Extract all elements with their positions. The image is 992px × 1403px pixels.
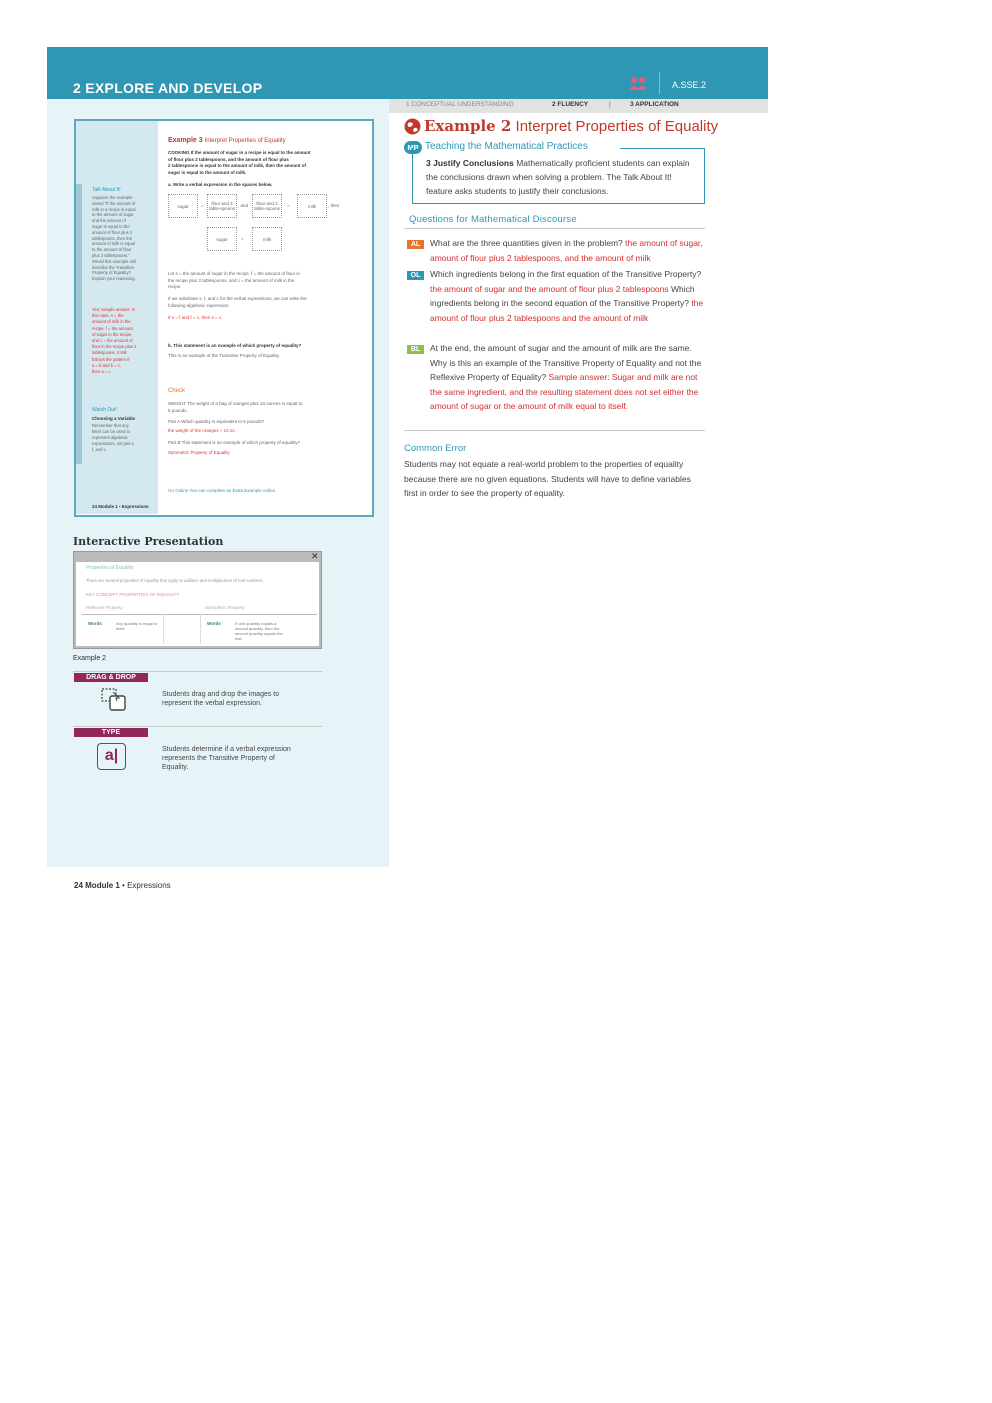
type-text-icon: a| (97, 743, 126, 770)
thumb-go-online: Go Online You can complete an Extra Example online. (168, 488, 277, 493)
common-error-title: Common Error (404, 443, 467, 454)
group-people-icon (628, 76, 648, 92)
thumb-check-part-a: Part A Which quantity is equivalent to 5 pounds? (168, 419, 265, 424)
ol-badge: OL (407, 271, 424, 280)
thumb-check-part-b-answer: Symmetric Property of Equality (168, 450, 230, 455)
thumb-box-milk: milk (297, 194, 327, 218)
thumbnail-sidebar-strip (76, 184, 82, 464)
type-tag: TYPE (74, 728, 148, 737)
thumb-check-part-a-answer: the weight of the oranges + 13 oz. (168, 428, 236, 433)
screen-line: There are several properties of equality that apply to addition and multiplication of real numbers. (86, 578, 264, 583)
thumb-op: = (241, 236, 244, 241)
standard-code: A.SSE.2 (672, 80, 707, 90)
thumb-op: = (287, 203, 290, 208)
drag-drop-icon (99, 686, 129, 714)
thumb-check: WEIGHT The weight of a bag of oranges plus 13 ounces is equal to 5 pounds. (168, 401, 303, 413)
section-title: 2 EXPLORE AND DEVELOP (73, 80, 263, 96)
thumb-box-sugar2: sugar (207, 227, 237, 251)
screen-col1: Reflexive Property (86, 605, 123, 610)
screen-words2-text: If one quantity equals a second quantity, then the second quantity equals the first. (235, 621, 283, 641)
thumb-check-title: Check (168, 388, 186, 394)
discourse-title: Questions for Mathematical Discourse (409, 214, 577, 225)
thumb-problem: COOKING If the amount of sugar in a recipe is equal to the amount of flour plus 2 tablespoons, and the amount of flour plus 2 tablespoons is equal to the amount of milk, then the amount of sugar is equal to the amount of milk. (168, 150, 311, 175)
thumb-subst: If we substitute s, f, and c for the verbal expressions, we can write the following algebraic expression: (168, 296, 307, 308)
thumb-example-heading: Example 3 Interpret Properties of Equality (168, 137, 286, 144)
strip-conceptual: 1 CONCEPTUAL UNDERSTANDING (406, 101, 514, 108)
thumb-check-part-b: Part B This statement is an example of which property of equality? (168, 440, 300, 445)
screen-concept: KEY CONCEPT PROPERTIES OF EQUALITY (86, 592, 180, 597)
globe-icon (404, 118, 421, 135)
mp-text: 3 Justify Conclusions Mathematically proficient students can explain the conclusions drawn when solving a problem. The Talk About It! feature asks students to justify their conclusions. (426, 158, 690, 196)
header-divider (659, 72, 660, 94)
screen-col-divider (163, 614, 164, 644)
tool-rule (73, 726, 322, 727)
mp-badge-icon: MP (404, 141, 422, 154)
thumb-box-sugar: sugar (168, 194, 198, 218)
thumb-watch-title: Watch Out! (92, 407, 117, 413)
thumb-watch-text: Remember that any letter can be used to represent algebraic expressions, not just s, f, and c. (92, 423, 135, 452)
strip-fluency: 2 FLUENCY (552, 101, 589, 108)
discourse-rule (404, 228, 705, 229)
screen-heading: Properties of Equality (86, 565, 134, 571)
thumb-op: , and (238, 203, 249, 208)
screen-words2: Words (207, 621, 221, 626)
thumb-talk-title: Talk About It! (92, 187, 121, 193)
thumb-box-flour1: flour and 2 table-spoons (207, 194, 237, 218)
common-error-text: Students may not equate a real-world problem to the properties of equality because there are no given equations. Students will have to define variables first in order to see the property of equality. (404, 459, 691, 498)
discourse-question-ol: Which ingredients belong in the first equation of the Transitive Property? the amount of sugar and the amount of flour plus 2 tablespoons Which ingredients belong in the second equation of the Transitive Property? the amount of flour plus 2 tablespoons and the amount of milk (430, 269, 704, 323)
page-footer: 24 Module 1 • Expressions (74, 881, 171, 890)
thumb-watch-sub: Choosing a Variable (92, 416, 136, 421)
discourse-rule-bottom (404, 430, 705, 431)
thumb-part-b-answer: This is an example of the Transitive Property of Equality. (168, 353, 280, 358)
screen-col-divider (200, 614, 201, 644)
thumb-part-b: b. This statement is an example of which property of equality? (168, 343, 302, 348)
mp-title: Teaching the Mathematical Practices (425, 141, 588, 152)
example-title: Example 2 Interpret Properties of Equality (424, 117, 719, 135)
thumb-page-footer: 24 Module 1 • Expressions (92, 504, 149, 509)
thumb-box-milk2: milk (252, 227, 282, 251)
thumb-talk-answer: Yes; sample answer: In this case, s = the amount of milk in the recipe, f = the amount of sugar in the recipe, and c = the amount of flour in the recipe plus 2 tablespoons. It still follows the pattern If a = b and b = c, then a = c. (92, 307, 137, 375)
screen-words1: Words (88, 621, 102, 626)
thumb-part-a: a. Write a verbal expression in the spaces below. (168, 182, 273, 187)
screen-words1-text: Any quantity is equal to itself. (116, 621, 158, 631)
thumb-op: = (201, 203, 204, 208)
thumb-talk-text: Suppose the example stated "If the amount of milk in a recipe is equal to the amount of sugar and the amount of sugar is equal to the amount of flour plus 2 tablespoons, then the amount of milk is equal to the amount of flour plus 2 tablespoons." Would this example still describe the Transitive Property of Equality? Explain your reasoning. (92, 195, 136, 282)
drag-drop-tag: DRAG & DROP (74, 673, 148, 682)
drag-drop-description: Students drag and drop the images to represent the verbal expression. (162, 691, 280, 707)
thumb-algebraic: If s = f and f = c, then s = c. (168, 315, 223, 320)
discourse-question-bl: At the end, the amount of sugar and the amount of milk are the same. Why is this an example of the Transitive Property of Equality and not the Reflexive Property of Equality? Sample answer: Sugar and milk are not the same ingredient, and the resulting statement does not set either the amount of sugar or the amount of milk equal to itself. (430, 343, 702, 411)
discourse-question-al: What are the three quantities given in the problem? the amount of sugar, amount of flour plus 2 tablespoons, and the amount of milk (430, 238, 703, 263)
thumb-op: , then (328, 203, 340, 208)
strip-application: 3 APPLICATION (630, 101, 679, 108)
screen-col2: Symmetric Property (205, 605, 245, 610)
thumb-box-flour2: flour and 2 table-spoons (252, 194, 282, 218)
type-description: Students determine if a verbal expression represents the Transitive Property of Equality. (162, 746, 291, 771)
presentation-caption: Example 2 (73, 655, 107, 662)
interactive-presentation-title: Interactive Presentation (73, 535, 224, 548)
tool-rule (73, 671, 322, 672)
close-icon[interactable]: ✕ (311, 551, 319, 561)
thumb-let: Let s = the amount of sugar in the recipe, f = the amount of flour in the recipe plus 2 tablespoons, and c = the amount of milk in the recipe. (168, 271, 300, 289)
strip-separator: | (609, 101, 611, 108)
bl-badge: BL (407, 345, 424, 354)
al-badge: AL (407, 240, 424, 249)
